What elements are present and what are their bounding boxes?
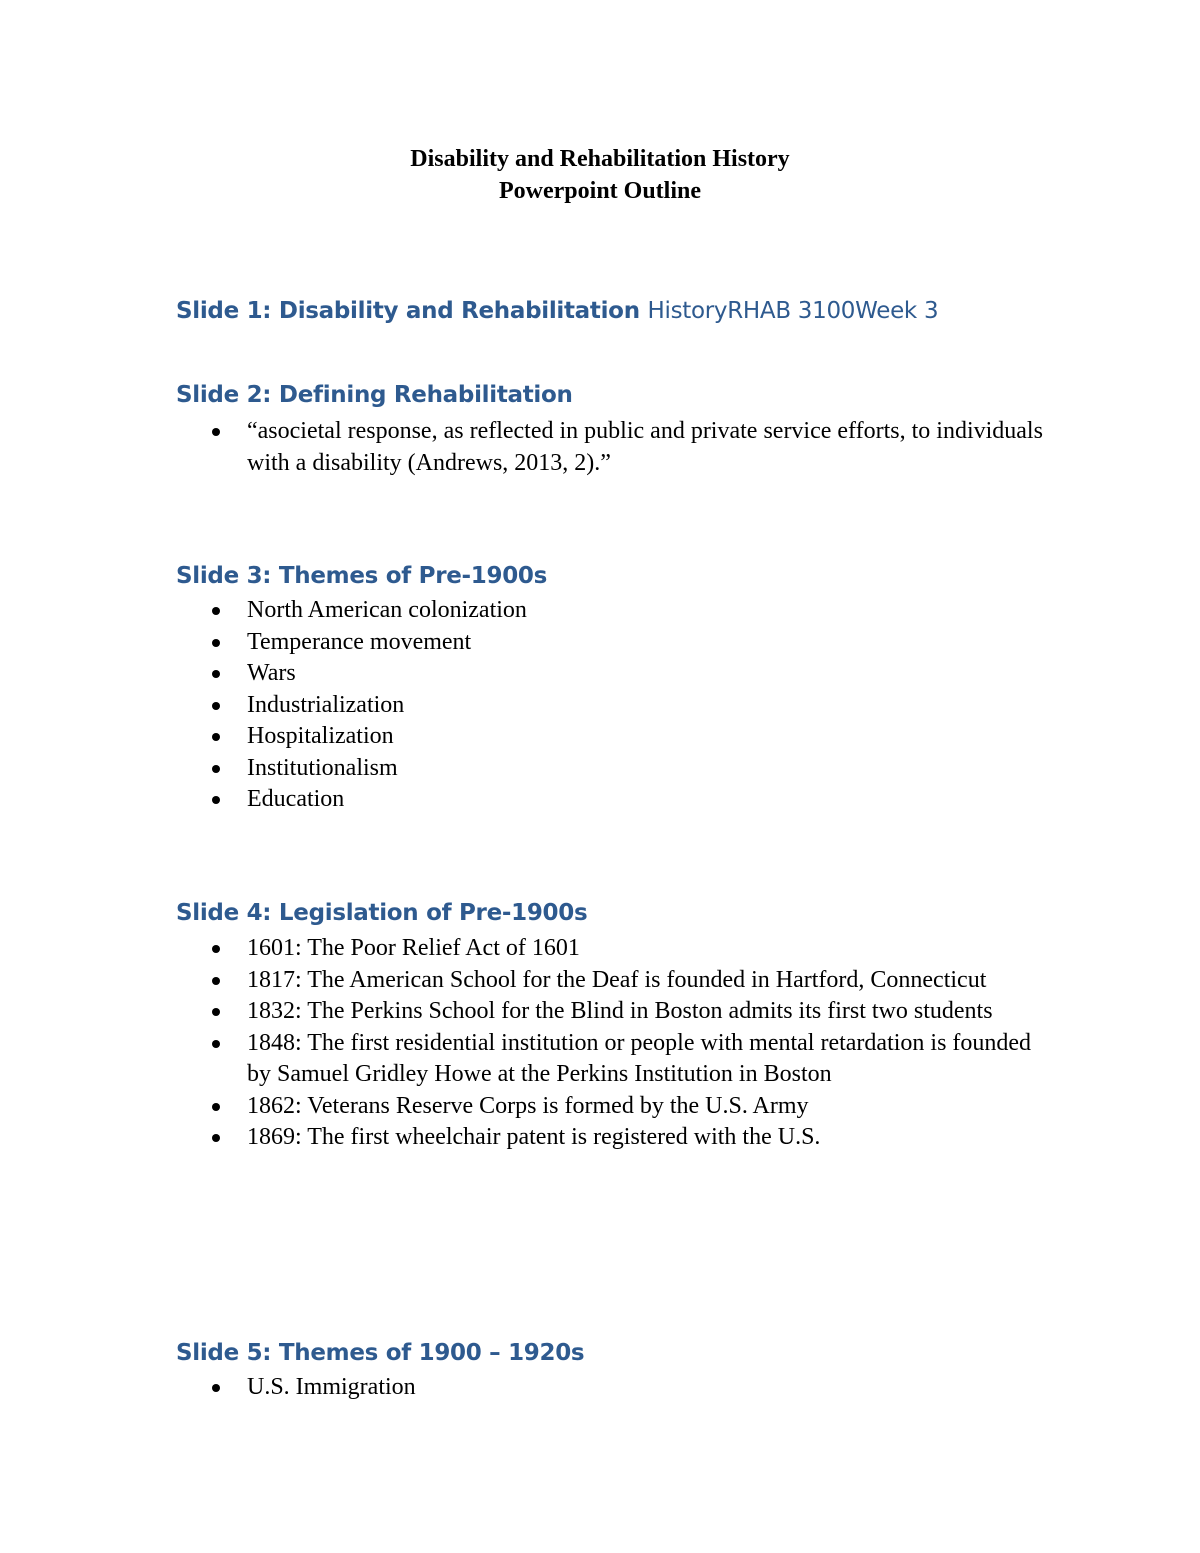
slide-1-heading-bold: Slide 1: Disability and Rehabilitation bbox=[176, 298, 648, 324]
bullet-text: U.S. Immigration bbox=[247, 1374, 416, 1400]
bullet-dot-icon bbox=[212, 765, 220, 773]
slide-5-heading bbox=[176, 1337, 584, 1369]
slide-1-heading-rest: HistoryRHAB 3100Week 3 bbox=[647, 298, 939, 324]
list-item bbox=[176, 1091, 1056, 1123]
bullet-dot-icon bbox=[212, 428, 220, 436]
slide-2-heading bbox=[176, 379, 573, 411]
bullet-text: 1869: The first wheelchair patent is registered with the U.S. bbox=[247, 1124, 821, 1150]
bullet-dot-icon bbox=[212, 945, 220, 953]
slide-5-heading-bold: Slide 5: Themes of 1900 – 1920s bbox=[176, 1340, 585, 1366]
bullet-dot-icon bbox=[212, 1384, 220, 1392]
slide-4-heading-bold: Slide 4: Legislation of Pre-1900s bbox=[176, 900, 588, 926]
bullet-text: 1862: Veterans Reserve Corps is formed by the U.S. Army bbox=[247, 1092, 809, 1119]
bullet-text: 1601: The Poor Relief Act of 1601 bbox=[247, 935, 580, 961]
list-item bbox=[176, 658, 1056, 690]
bullet-dot-icon bbox=[212, 1008, 220, 1016]
list-item bbox=[176, 1122, 1056, 1154]
list-item bbox=[176, 627, 1056, 659]
bullet-text: Industrialization bbox=[247, 691, 405, 718]
bullet-text: North American colonization bbox=[247, 597, 527, 623]
bullet-dot-icon bbox=[212, 607, 220, 615]
bullet-text: “asocietal response, as reflected in public and private service efforts, to individuals with a disability (Andrews, 2013, 2).” bbox=[247, 418, 1043, 476]
list-item bbox=[176, 784, 1056, 816]
slide-3-heading-bold: Slide 3: Themes of Pre-1900s bbox=[176, 563, 547, 589]
bullet-text: Hospitalization bbox=[247, 723, 394, 749]
bullet-text: 1832: The Perkins School for the Blind in Boston admits its first two students bbox=[247, 998, 993, 1024]
slide-4-bullet-list bbox=[176, 933, 1056, 1154]
list-item bbox=[176, 1028, 1056, 1091]
list-item bbox=[176, 753, 1056, 785]
bullet-dot-icon bbox=[212, 702, 220, 710]
list-item bbox=[176, 965, 1056, 997]
bullet-dot-icon bbox=[212, 733, 220, 741]
list-item bbox=[176, 595, 1056, 627]
bullet-dot-icon bbox=[212, 1103, 220, 1111]
slide-2-heading-bold: Slide 2: Defining Rehabilitation bbox=[176, 382, 573, 408]
document-subtitle: Powerpoint Outline bbox=[499, 178, 701, 204]
list-item bbox=[176, 933, 1056, 965]
bullet-dot-icon bbox=[212, 1040, 220, 1048]
document-title: Disability and Rehabilitation History bbox=[410, 146, 790, 172]
bullet-text: Education bbox=[247, 786, 345, 812]
bullet-text: 1817: The American School for the Deaf is founded in Hartford, Connecticut bbox=[247, 966, 987, 993]
slide-3-heading bbox=[176, 560, 547, 592]
bullet-text: 1848: The first residential institution or people with mental retardation is founded by Samuel Gridley Howe at the Perkins Institution in Boston bbox=[247, 1029, 1032, 1087]
bullet-text: Wars bbox=[247, 660, 296, 686]
list-item bbox=[176, 416, 1056, 479]
bullet-text: Institutionalism bbox=[247, 754, 398, 781]
slide-5-bullet-list bbox=[176, 1372, 1056, 1404]
list-item bbox=[176, 690, 1056, 722]
bullet-dot-icon bbox=[212, 1134, 220, 1142]
bullet-dot-icon bbox=[212, 670, 220, 678]
slide-4-heading bbox=[176, 897, 587, 929]
bullet-dot-icon bbox=[212, 639, 220, 647]
bullet-dot-icon bbox=[212, 977, 220, 985]
slide-3-bullet-list bbox=[176, 595, 1056, 816]
list-item bbox=[176, 721, 1056, 753]
slide-2-bullet-list bbox=[176, 416, 1056, 479]
list-item bbox=[176, 1372, 1056, 1404]
bullet-text: Temperance movement bbox=[247, 628, 472, 655]
bullet-dot-icon bbox=[212, 796, 220, 804]
list-item bbox=[176, 996, 1056, 1028]
slide-1-heading bbox=[176, 295, 938, 327]
